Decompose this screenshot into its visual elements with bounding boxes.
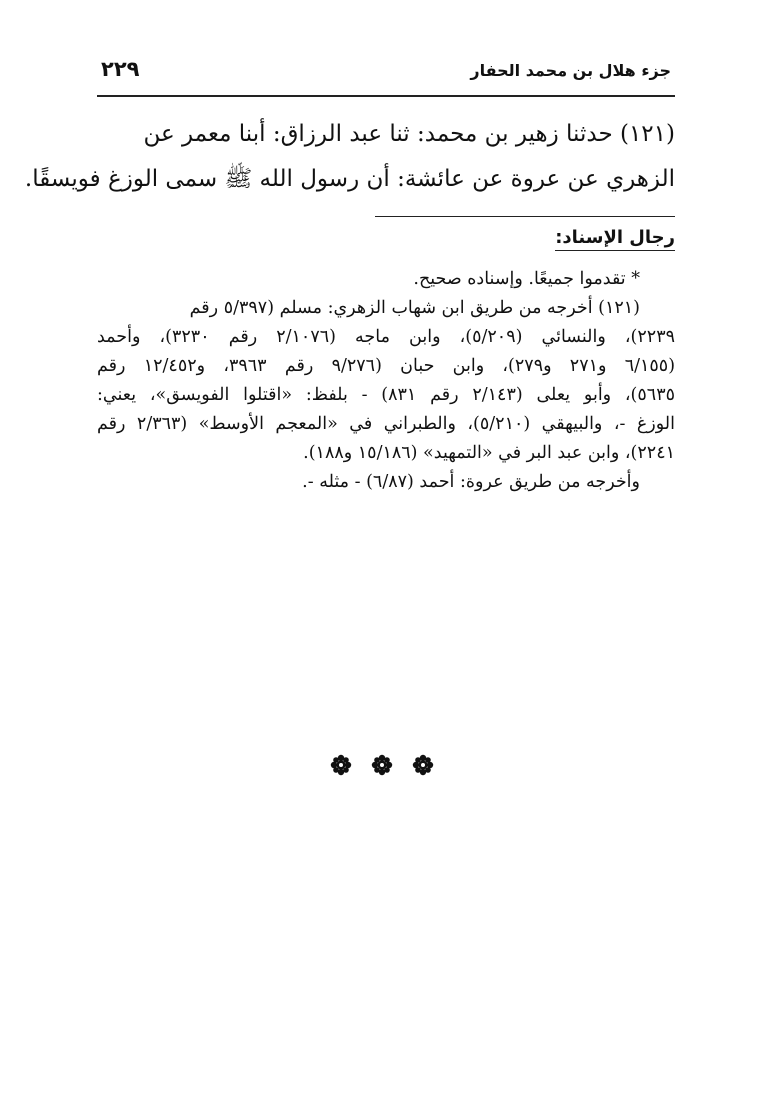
hadith-line: (١٢١) حدثنا زهير بن محمد: ثنا عبد الرزاق: أبنا معمر عن: [143, 121, 675, 147]
section-title: رجال الإسناد:: [555, 227, 675, 251]
note-line: (٦/١٥٥ و٢٧١ و٢٧٩)، وابن حبان (٩/٢٧٦ رقم ٣٩٦٣، و١٢/٤٥٢ رقم: [97, 356, 676, 376]
hadith-line: الزهري عن عروة عن عائشة: أن رسول الله ﷺ سمى الوزغ فويسقًا.: [24, 166, 675, 192]
note-line: ٢٢٣٩)، والنسائي (٥/٢٠٩)، وابن ماجه (٢/١٠٧٦ رقم ٣٢٣٠)، وأحمد: [97, 327, 675, 347]
footnote-divider: [375, 216, 675, 217]
note-line: الوزغ -، والبيهقي (٥/٢١٠)، والطبراني في «المعجم الأوسط» (٢/٣٦٣ رقم: [97, 414, 675, 434]
hadith-text: [24, 112, 675, 202]
page-number: ٢٢٩: [101, 57, 140, 81]
closing-ornaments: [330, 750, 434, 780]
flower-ornament-icon: [371, 754, 393, 776]
page-header: [97, 55, 675, 97]
flower-ornament-icon: [412, 754, 434, 776]
flower-ornament-icon: [330, 754, 352, 776]
note-line: ٢٢٤١)، وابن عبد البر في «التمهيد» (١٥/١٨٦ و١٨٨).: [303, 443, 675, 463]
note-line: وأخرجه من طريق عروة: أحمد (٦/٨٧) - مثله -.: [302, 472, 640, 492]
notes-text: [97, 265, 675, 497]
note-line: * تقدموا جميعًا. وإسناده صحيح.: [413, 269, 640, 289]
book-title: جزء هلال بن محمد الحفار: [470, 61, 671, 80]
note-line: ٥٦٣٥)، وأبو يعلى (٢/١٤٣ رقم ٨٣١) - بلفظ: «اقتلوا الفويسق»، يعني:: [97, 385, 675, 405]
note-line: (١٢١) أخرجه من طريق ابن شهاب الزهري: مسلم (٥/٣٩٧ رقم: [189, 298, 640, 318]
